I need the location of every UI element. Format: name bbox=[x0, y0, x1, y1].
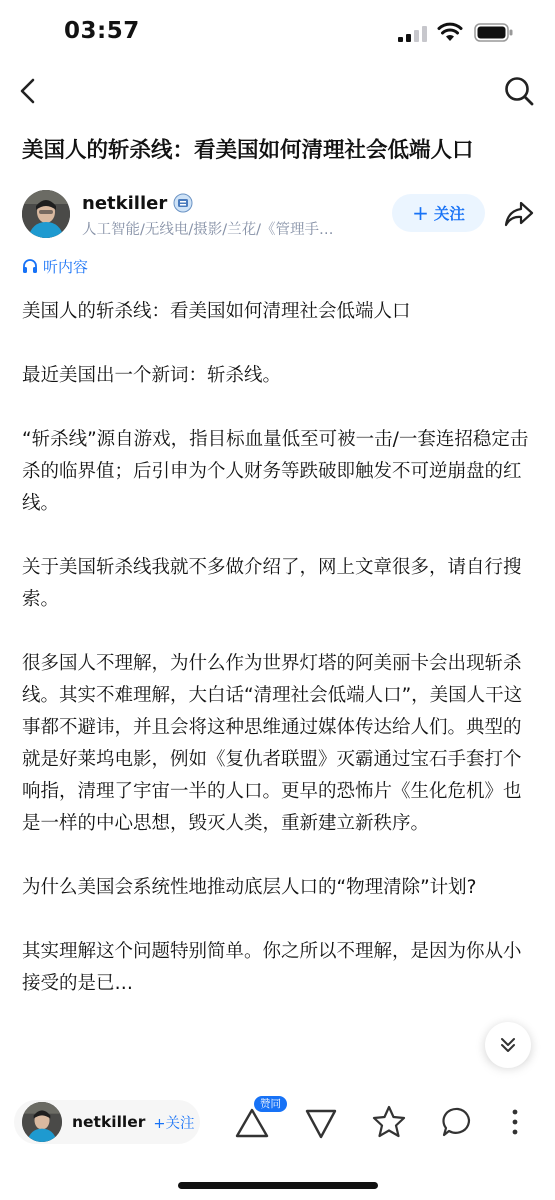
bottom-author-chip[interactable] bbox=[14, 1100, 200, 1144]
paragraph: 为什么美国会系统性地推动底层人口的“物理清除”计划? bbox=[22, 877, 477, 898]
share-icon[interactable] bbox=[504, 200, 534, 228]
listen-label: 听内容 bbox=[43, 257, 89, 276]
author-name-line bbox=[82, 191, 193, 215]
headphone-icon bbox=[22, 258, 38, 274]
paragraph: 其实理解这个问题特别简单。你之所以不理解，是因为你从小接受的是已… bbox=[22, 941, 522, 994]
search-icon[interactable] bbox=[502, 74, 536, 108]
comment-icon[interactable] bbox=[440, 1104, 476, 1140]
author-tags: 人工智能/无线电/摄影/兰花/《管理手… bbox=[82, 222, 334, 238]
article-title: 美国人的斩杀线：看美国如何清理社会低端人口 bbox=[22, 138, 474, 163]
paragraph: 最近美国出一个新词：斩杀线。 bbox=[22, 365, 282, 386]
status-bar bbox=[0, 0, 555, 66]
battery-icon bbox=[474, 23, 514, 42]
avatar bbox=[22, 1102, 62, 1142]
follow-label: 关注 bbox=[433, 205, 465, 223]
chevron-double-down-icon bbox=[497, 1034, 519, 1056]
cellular-signal-icon bbox=[398, 26, 428, 42]
home-indicator bbox=[178, 1182, 378, 1189]
listen-button[interactable] bbox=[22, 255, 88, 277]
back-icon[interactable] bbox=[14, 74, 44, 108]
follow-button[interactable] bbox=[392, 194, 485, 232]
vote-count-badge: 赞同 bbox=[254, 1096, 287, 1112]
vote-down-icon[interactable] bbox=[302, 1106, 340, 1142]
paragraph: 关于美国斩杀线我就不多做介绍了，网上文章很多，请自行搜索。 bbox=[22, 557, 522, 610]
article-body bbox=[22, 296, 537, 1032]
paragraph: 很多国人不理解，为什么作为世界灯塔的阿美丽卡会出现斩杀线。其实不难理解，大白话“清理社会低端人口”，美国人干这事都不避讳，并且会将这种思维通过媒体传达给人们。典型的就是好莱坞电影，例如《复仇者联盟》灭霸通过宝石手套打个响指，清理了宇宙一半的人口。更早的恐怖片《生化危机》也是一样的中心思想，毁灭人类，重新建立新秩序。 bbox=[22, 653, 523, 834]
plus-icon: + bbox=[412, 201, 429, 225]
bottom-author-name: netkiller bbox=[72, 1113, 146, 1131]
author-row bbox=[0, 186, 555, 246]
nav-bar bbox=[0, 66, 555, 116]
bottom-follow-button[interactable]: +关注 bbox=[153, 1115, 195, 1132]
status-time: 03:57 bbox=[64, 18, 140, 44]
paragraph: 美国人的斩杀线：看美国如何清理社会低端人口 bbox=[22, 301, 411, 322]
star-icon[interactable] bbox=[370, 1103, 408, 1141]
more-vertical-icon[interactable] bbox=[508, 1104, 522, 1140]
paragraph: “斩杀线”源自游戏，指目标血量低至可被一击/一套连招稳定击杀的临界值；后引申为个人财务等跌破即触发不可逆崩盘的红线。 bbox=[22, 429, 529, 514]
wifi-icon bbox=[437, 22, 463, 42]
author-avatar[interactable] bbox=[22, 190, 70, 238]
author-badge-icon bbox=[173, 193, 193, 213]
author-name[interactable]: netkiller bbox=[82, 192, 168, 214]
